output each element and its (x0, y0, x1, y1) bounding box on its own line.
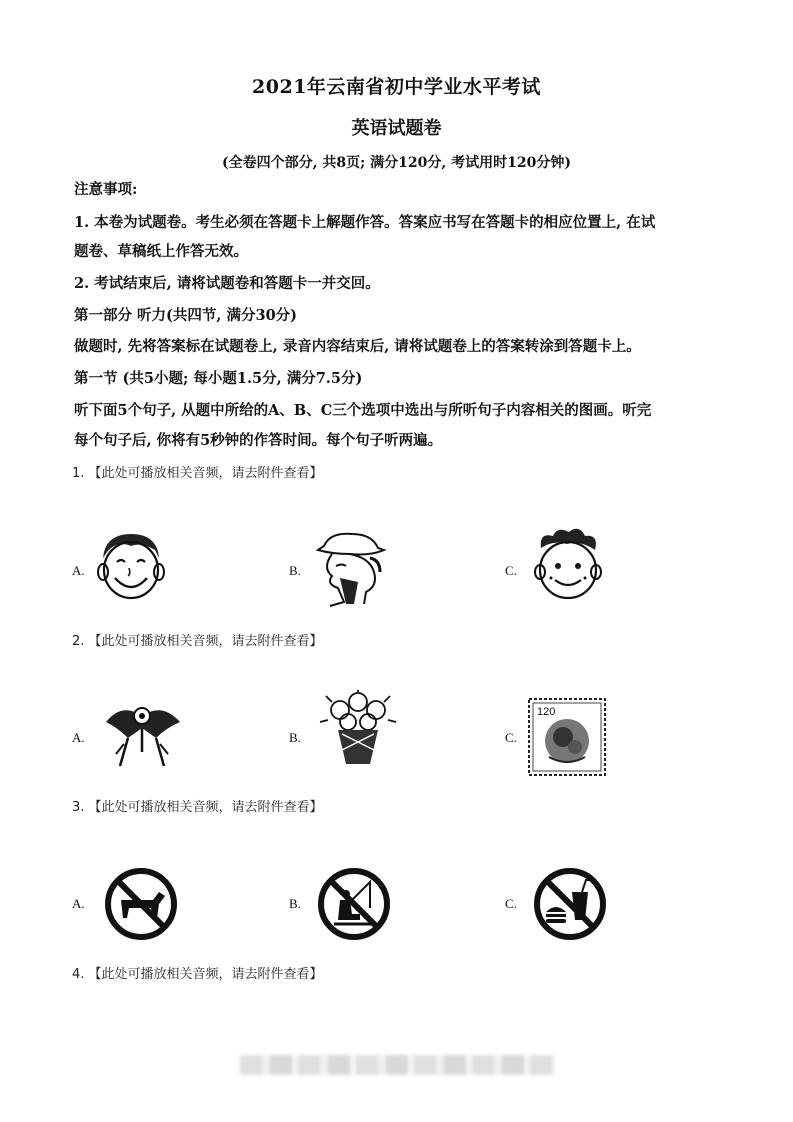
part1-heading: 第一部分 听力(共四节, 满分30分) (74, 307, 298, 324)
q3-option-b[interactable]: B. (289, 896, 301, 911)
curly-hair-child-drawing (527, 526, 609, 606)
exam-subtitle: 英语试题卷 (351, 118, 442, 139)
q1-option-a[interactable]: A. (72, 563, 85, 578)
blurred-footer-watermark (240, 1055, 555, 1075)
no-dogs-sign-icon (103, 866, 179, 942)
question-3-label[interactable]: 3. 【此处可播放相关音频，请去附件查看】 (72, 800, 323, 815)
stamp-drawing (527, 697, 607, 777)
boy-face-drawing (95, 528, 165, 602)
no-fishing-sign-icon (316, 866, 392, 942)
section1-line-2: 每个句子后, 你将有5秒钟的作答时间。每个句子听两遍。 (74, 432, 443, 449)
notes-heading: 注意事项: (74, 181, 138, 198)
note-item-2: 2. 考试结束后, 请将试题卷和答题卡一并交回。 (74, 275, 380, 292)
q1-option-c[interactable]: C. (505, 563, 517, 578)
flower-bouquet-drawing (318, 690, 398, 772)
no-food-drink-sign-icon (532, 866, 608, 942)
q3-option-a[interactable]: A. (72, 896, 85, 911)
note-item-1-line-1: 1. 本卷为试题卷。考生必须在答题卡上解题作答。答案应书写在答题卡的相应位置上, 在试 (74, 214, 656, 231)
section1-heading: 第一节 (共5小题; 每小题1.5分, 满分7.5分) (74, 370, 363, 387)
exam-info: (全卷四个部分, 共8页; 满分120分, 考试用时120分钟) (222, 155, 571, 171)
swallow-kite-drawing (102, 698, 184, 774)
question-1-label[interactable]: 1. 【此处可播放相关音频，请去附件查看】 (72, 466, 323, 481)
section1-line-1: 听下面5个句子, 从题中所给的A、B、C三个选项中选出与所听句子内容相关的图画。听完 (74, 402, 652, 419)
q2-option-a[interactable]: A. (72, 730, 85, 745)
note-item-1-line-2: 题卷、草稿纸上作答无效。 (74, 243, 248, 260)
old-man-hat-drawing (310, 528, 388, 608)
q1-option-b[interactable]: B. (289, 563, 301, 578)
part1-instruction: 做题时, 先将答案标在试题卷上, 录音内容结束后, 请将试题卷上的答案转涂到答题卡上。 (74, 338, 641, 355)
q3-option-c[interactable]: C. (505, 896, 517, 911)
question-4-label[interactable]: 4. 【此处可播放相关音频，请去附件查看】 (72, 967, 323, 982)
stamp-value: 120 (537, 706, 556, 718)
question-2-label[interactable]: 2. 【此处可播放相关音频，请去附件查看】 (72, 634, 323, 649)
exam-title: 2021年云南省初中学业水平考试 (252, 76, 541, 98)
q2-option-c[interactable]: C. (505, 730, 517, 745)
q2-option-b[interactable]: B. (289, 730, 301, 745)
